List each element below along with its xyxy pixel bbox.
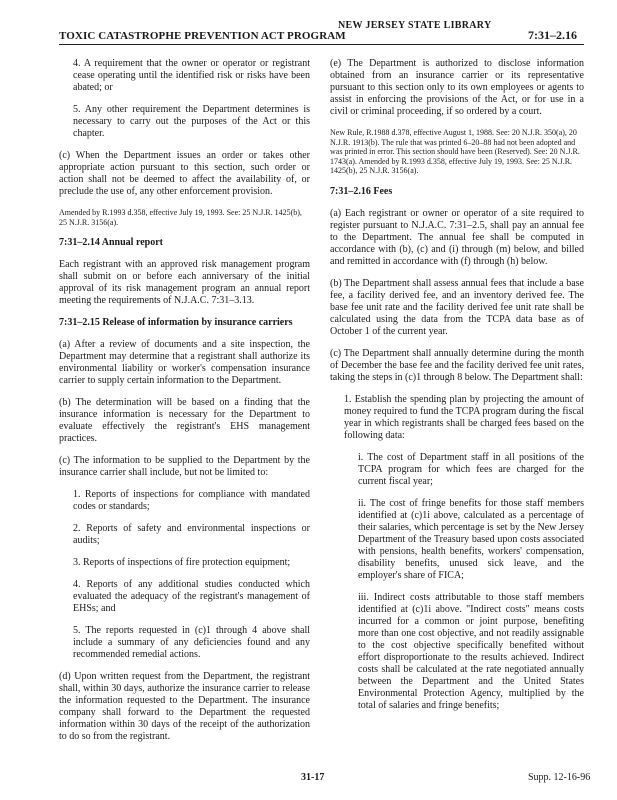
section-heading: 7:31–2.15 Release of information by insurance carriers bbox=[59, 317, 293, 328]
header-rule bbox=[59, 44, 584, 45]
paragraph: (a) Each registrant or owner or operator of a site required to register pursuant to N.J.A.C. 7:31–2.5, shall pay an annual fee to the Department. The annual fee shall be computed in accordance with (b), (c) and (i) through (m) below, and billed and remitted in accordance with (f) through (h) below. bbox=[330, 207, 584, 267]
paragraph: 3. Reports of inspections of fire protection equipment; bbox=[73, 557, 291, 568]
paragraph: (c) The information to be supplied to the Department by the insurance carrier shall include, but not be limited to: bbox=[59, 455, 310, 478]
left-column bbox=[59, 58, 310, 743]
paragraph: (e) The Department is authorized to disclose information obtained from an insurance carrier or its representative pursuant to this section only to its own employees or agents to assist in enforcing the provisions of the Act, or for use in a civil or criminal proceeding, if so ordered by a court. bbox=[330, 58, 584, 117]
paragraph: Each registrant with an approved risk management program shall submit on or before each anniversary of the initial approval of its risk management program an annual report meeting the requirements of N.J.A.C. 7:31–3.13. bbox=[59, 259, 310, 306]
paragraph: 1. Reports of inspections for compliance with mandated codes or standards; bbox=[73, 489, 310, 512]
paragraph: iii. Indirect costs attributable to those staff members identified at (c)1i above. "Indirect costs" means costs incurred for a common or joint purpose, benefiting more than one cost objective, and not readily assignable to the cost objective specifically benefited without effort disproportionate to the results achieved. Indirect costs shall be calculated at the rate negotiated annually between the Department and the United States Environmental Protection Agency, multiplied by the total of salaries and fringe benefits; bbox=[358, 591, 584, 711]
paragraph: 4. A requirement that the owner or operator or registrant cease operating until the identified risk or risks have been abated; or bbox=[73, 58, 310, 93]
section-heading: 7:31–2.16 Fees bbox=[330, 185, 393, 197]
paragraph: (b) The determination will be based on a finding that the insurance information is necessary for the Department to evaluate effectively the registrant's EHS management practices. bbox=[59, 397, 310, 444]
paragraph: ii. The cost of fringe benefits for those staff members identified at (c)1i above, calculated as a percentage of their salaries, which percentage is set by the New Jersey Department of the Treasury based upon costs associated with pensions, health benefits, workers' compensation, disability benefits, unused sick leave, and the employer's share of FICA; bbox=[358, 497, 584, 581]
library-stamp: NEW JERSEY STATE LIBRARY bbox=[338, 20, 492, 31]
running-head-title: TOXIC CATASTROPHE PREVENTION ACT PROGRAM bbox=[59, 30, 346, 42]
paragraph: 5. The reports requested in (c)1 through 4 above shall include a summary of any deficiencies found and any recommended remedial actions. bbox=[73, 625, 310, 660]
section-number: 7:31–2.16 bbox=[528, 28, 577, 42]
paragraph: 2. Reports of safety and environmental inspections or audits; bbox=[73, 523, 310, 546]
paragraph: (b) The Department shall assess annual fees that include a base fee, a facility derived fee, and an inventory derived fee. The base fee unit rate and the facility derived fee unit rate shall be calculated using the data from the TCPA data base as of October 1 of the current year. bbox=[330, 277, 584, 337]
paragraph: (a) After a review of documents and a site inspection, the Department may determine that a registrant shall authorize its environmental liability or worker's compensation insurance carrier to supply certain information to the Department. bbox=[59, 339, 310, 386]
section-heading: 7:31–2.14 Annual report bbox=[59, 237, 163, 248]
paragraph: 4. Reports of any additional studies conducted which evaluated the adequacy of the registrant's management of EHSs; and bbox=[73, 579, 310, 614]
right-column bbox=[330, 58, 584, 712]
history-note: Amended by R.1993 d.358, effective July 19, 1993. See: 25 N.J.R. 1425(b), 25 N.J.R. 3156(a). bbox=[59, 208, 302, 227]
paragraph: (c) The Department shall annually determine during the month of December the base fee and the facility derived fee unit rates, taking the steps in (c)1 through 8 below. The Department shall: bbox=[330, 347, 584, 383]
paragraph: i. The cost of Department staff in all positions of the TCPA program for which fees are charged for the current fiscal year; bbox=[358, 451, 584, 487]
paragraph: 5. Any other requirement the Department determines is necessary to carry out the purposes of the Act or this chapter. bbox=[73, 104, 310, 139]
paragraph: (d) Upon written request from the Department, the registrant shall, within 30 days, authorize the insurance carrier to release the information requested to the Department. The insurance company shall forward to the Department the requested information within 30 days of the receipt of the authorization to do so from the registrant. bbox=[59, 671, 310, 742]
page-number: 31-17 bbox=[301, 772, 325, 783]
paragraph: 1. Establish the spending plan by projecting the amount of money required to fund the TCPA program during the fiscal year in which registrants shall be charged fees based on the following data: bbox=[344, 393, 584, 441]
history-note: New Rule, R.1988 d.378, effective August 1, 1988. See: 20 N.J.R. 350(a), 20 N.J.R. 1913(b). The rule that was printed 6–20–88 had not been adopted and was printed in error. This section should have been (Reserved). See: 20 N.J.R. 1743(a). Amended by R.1993 d.358, effective July 19, 1993. See: 25 N.J.R. 1425(b), 25 N.J.R. 3156(a). bbox=[330, 128, 580, 175]
paragraph: (c) When the Department issues an order or takes other appropriate action pursuant to this section, such order or action shall not be deemed to affect the availability of, or preclude the use of, any other enforcement provision. bbox=[59, 150, 310, 197]
supplement-date: Supp. 12-16-96 bbox=[528, 772, 591, 783]
